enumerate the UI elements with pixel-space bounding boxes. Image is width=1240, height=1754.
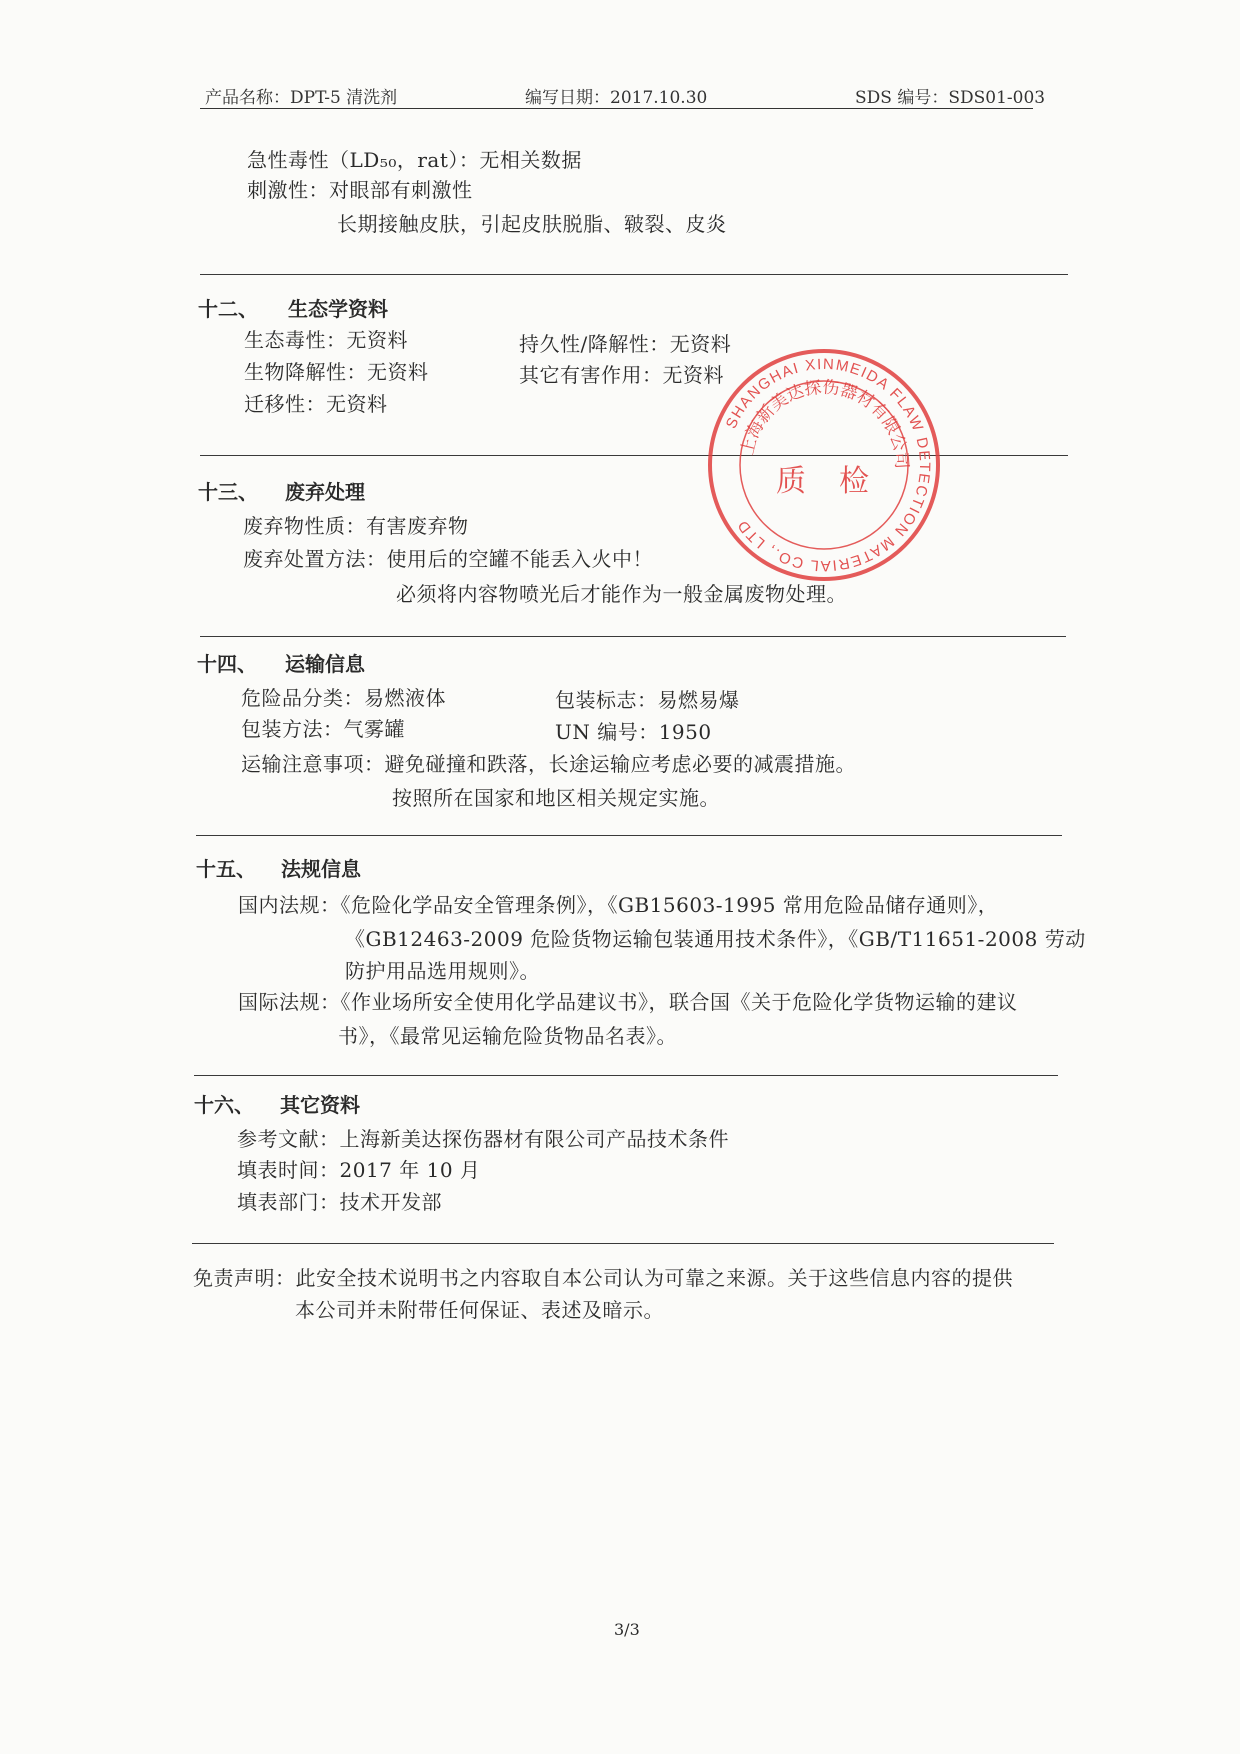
section-divider [200,274,1068,275]
fill-time: 填表时间：2017 年 10 月 [237,1158,481,1182]
domestic-regulations: 国内法规：《危险化学品安全管理条例》，《GB15603-1995 常用危险品储存通则》， [238,893,999,917]
section-16-number: 十六、 [194,1093,254,1117]
section-15-title: 法规信息 [281,857,361,881]
disposal-method: 废弃处置方法：使用后的空罐不能丢入火中！ [243,547,653,571]
irritation-continued: 长期接触皮肤，引起皮肤脱脂、皲裂、皮炎 [337,212,727,236]
page-number: 3/3 [614,1620,640,1639]
fill-department: 填表部门：技术开发部 [237,1190,442,1214]
disclaimer-continued: 本公司并未附带任何保证、表述及暗示。 [295,1298,664,1322]
hazard-class: 危险品分类：易燃液体 [241,686,446,710]
section-13-title: 废弃处理 [285,480,365,504]
seal-ring-text: SHANGHAI XINMEIDA FLAW DETECTION MATERIAL CO., LTD [722,355,934,575]
section-12-title: 生态学资料 [288,297,388,321]
header-sds-number: SDS 编号：SDS01-003 [855,88,1046,108]
waste-nature: 废弃物性质：有害废弃物 [243,514,469,538]
references: 参考文献：上海新美达探伤器材有限公司产品技术条件 [237,1127,729,1151]
migration: 迁移性：无资料 [244,392,388,416]
section-divider [192,1243,1054,1244]
transport-notes: 运输注意事项：避免碰撞和跌落，长途运输应考虑必要的减震措施。 [241,752,856,776]
seal-inner-text: 上海新美达探伤器材有限公司 [737,377,912,470]
irritation: 刺激性：对眼部有刺激性 [247,178,473,202]
international-regulations-line2: 书》，《最常见运输危险货物品名表》。 [338,1024,677,1048]
company-seal-stamp [704,345,944,585]
other-harmful-effects: 其它有害作用：无资料 [519,363,724,387]
header-date: 编写日期：2017.10.30 [525,88,708,108]
section-divider [194,1075,1058,1076]
section-14-title: 运输信息 [285,652,365,676]
international-regulations: 国际法规：《作业场所安全使用化学品建议书》，联合国《关于危险化学货物运输的建议 [238,990,1018,1014]
seal-center-right: 检 [839,464,869,499]
package-method: 包装方法：气雾罐 [241,717,405,741]
domestic-regulations-line2: 《GB12463-2009 危险货物运输包装通用技术条件》，《GB/T11651-2008 劳动 [345,927,1086,951]
disposal-method-continued: 必须将内容物喷光后才能作为一般金属废物处理。 [396,582,847,606]
persistence: 持久性/降解性：无资料 [519,332,732,356]
section-16-title: 其它资料 [280,1093,360,1117]
package-mark: 包装标志：易燃易爆 [555,688,740,712]
section-15-number: 十五、 [196,857,256,881]
transport-notes-continued: 按照所在国家和地区相关规定实施。 [392,786,720,810]
un-number: UN 编号：1950 [555,720,712,744]
disclaimer: 免责声明：此安全技术说明书之内容取自本公司认为可靠之来源。关于这些信息内容的提供 [193,1266,1013,1290]
header-rule [200,108,1033,109]
section-12-number: 十二、 [198,297,258,321]
section-14-number: 十四、 [197,652,257,676]
seal-center-left: 质 [776,464,806,499]
section-divider [200,636,1066,637]
eco-toxicity: 生态毒性：无资料 [244,328,408,352]
acute-toxicity: 急性毒性（LD₅₀，rat）：无相关数据 [247,148,582,172]
section-divider [196,835,1062,836]
domestic-regulations-line3: 防护用品选用规则》。 [345,959,540,983]
section-13-number: 十三、 [198,480,258,504]
header-product: 产品名称：DPT-5 清洗剂 [205,88,398,108]
biodegradability: 生物降解性：无资料 [244,360,429,384]
